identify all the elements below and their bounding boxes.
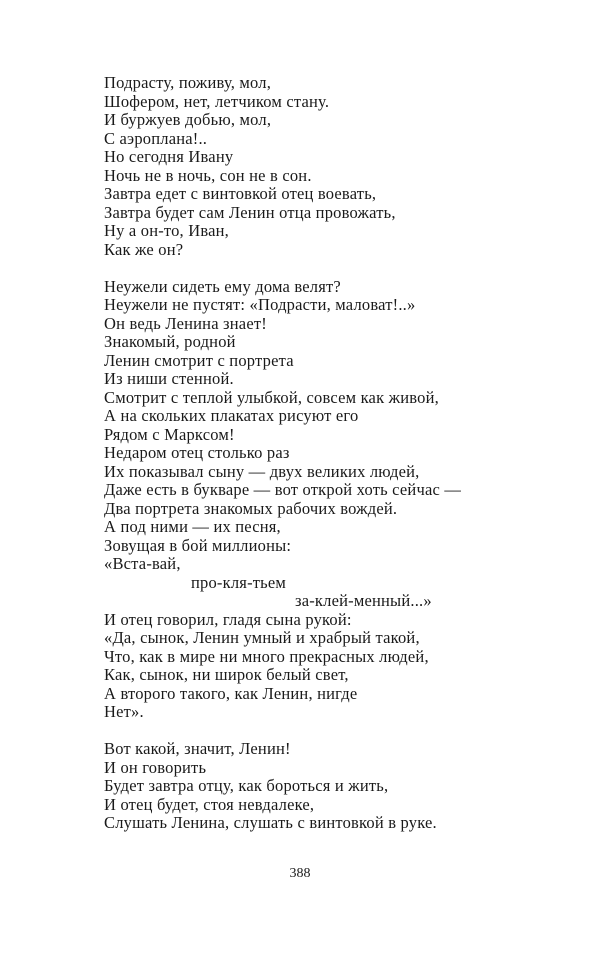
poem-line: Нет». (104, 702, 144, 721)
poem-line: Как же он? (104, 239, 184, 259)
poem-line: Знакомый, родной (104, 332, 236, 351)
poem-line: Неужели сидеть ему дома велят? (104, 276, 341, 296)
poem-line: И он говорить (104, 757, 207, 777)
poem-line: А второго такого, как Ленин, нигде (104, 683, 358, 703)
poem-line: Ленин смотрит с портрета (104, 350, 294, 370)
stanza-break (104, 259, 544, 278)
poem-line: Завтра будет сам Ленин отца провожать, (104, 202, 396, 222)
poem-line: Рядом с Марксом! (104, 424, 235, 444)
poem-line: Зовущая в бой миллионы: (104, 535, 292, 555)
poem-line: С аэроплана!.. (104, 128, 208, 148)
poem-line: И отец будет, стоя невдалеке, (104, 794, 315, 814)
poem-line: Шофером, нет, летчиком стану. (104, 91, 330, 111)
poem-line: Неужели не пустят: «Подрасти, маловат!..» (104, 295, 416, 314)
poem-line: Как, сынок, ни широк белый свет, (104, 665, 349, 684)
poem-line: Даже есть в букваре — вот открой хоть сейчас — (104, 480, 462, 499)
page-number: 388 (289, 866, 311, 881)
poem-line: Ночь не в ночь, сон не в сон. (104, 165, 312, 185)
stanza-2 (104, 278, 544, 722)
poem-line: Ну а он-то, Иван, (104, 221, 229, 240)
poem-line: Слушать Ленина, слушать с винтовкой в руке. (104, 813, 437, 832)
stanza-1 (104, 74, 544, 259)
stanza-3 (104, 740, 544, 833)
poem-line: Он ведь Ленина знает! (104, 313, 267, 333)
poem-line: Недаром отец столько раз (104, 443, 290, 462)
poem-line: Завтра едет с винтовкой отец воевать, (104, 184, 377, 203)
stanza-break (104, 722, 544, 741)
poem-line: А на скольких плакатах рисуют его (104, 406, 359, 425)
poem-line: И буржуев добью, мол, (104, 110, 272, 129)
poem-line: Смотрит с теплой улыбкой, совсем как живой, (104, 387, 439, 407)
poem-line: Но сегодня Ивану (104, 147, 234, 166)
poem-line: Что, как в мире ни много прекрасных людей, (104, 646, 429, 666)
poem-line-indented: за-клей-менный...» (295, 591, 432, 610)
poem-line-indented: про-кля-тьем (191, 572, 287, 592)
poem-line: «Да, сынок, Ленин умный и храбрый такой, (104, 628, 420, 647)
poem-line: Два портрета знакомых рабочих вождей. (104, 498, 398, 518)
poem-line: «Вста-вай, (104, 554, 181, 573)
poem-line: Подрасту, поживу, мол, (104, 73, 272, 92)
poem-line: Будет завтра отцу, как бороться и жить, (104, 776, 389, 795)
poem-text (104, 74, 544, 833)
poem-line: Из ниши стенной. (104, 369, 234, 388)
poem-line: Их показывал сыну — двух великих людей, (104, 461, 420, 481)
poem-line: Вот какой, значит, Ленин! (104, 739, 291, 758)
poem-line: И отец говорил, гладя сына рукой: (104, 609, 352, 629)
poem-line: А под ними — их песня, (104, 517, 281, 536)
